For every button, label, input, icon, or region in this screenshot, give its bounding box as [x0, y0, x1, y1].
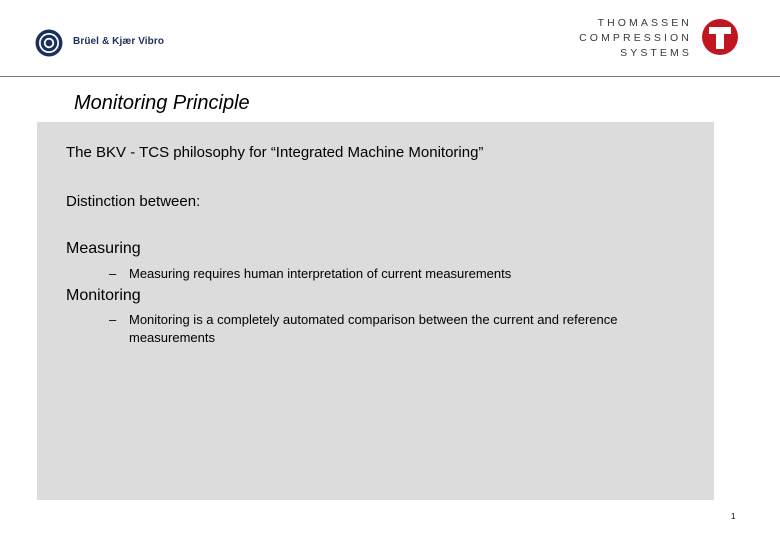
dash-bullet: –: [109, 266, 117, 281]
page-number: 1: [731, 512, 736, 521]
systems-line: SYSTEMS: [620, 47, 692, 59]
term-monitoring: Monitoring: [66, 287, 141, 304]
dash-bullet: –: [109, 312, 117, 327]
intro-text: The BKV - TCS philosophy for “Integrated Machine Monitoring”: [66, 144, 484, 161]
monitoring-description-text: Monitoring is a completely automated comparison between the current and reference measurements: [129, 312, 618, 345]
content-panel: [37, 122, 714, 500]
measuring-description: [109, 265, 689, 283]
thomassen-line: THOMASSEN: [597, 17, 692, 29]
thomassen-wordmark: [579, 16, 692, 61]
bruel-kjaer-logo-icon: [34, 28, 64, 58]
header-divider: [0, 76, 780, 77]
term-measuring: Measuring: [66, 240, 141, 257]
monitoring-description: [109, 311, 689, 347]
compression-line: COMPRESSION: [579, 32, 692, 44]
bruel-kjaer-name: Brüel & Kjær Vibro: [73, 36, 165, 47]
thomassen-logo-icon: [701, 18, 739, 56]
slide-title: Monitoring Principle: [74, 92, 250, 114]
distinction-label: Distinction between:: [66, 193, 201, 210]
measuring-description-text: Measuring requires human interpretation of current measurements: [129, 266, 512, 281]
